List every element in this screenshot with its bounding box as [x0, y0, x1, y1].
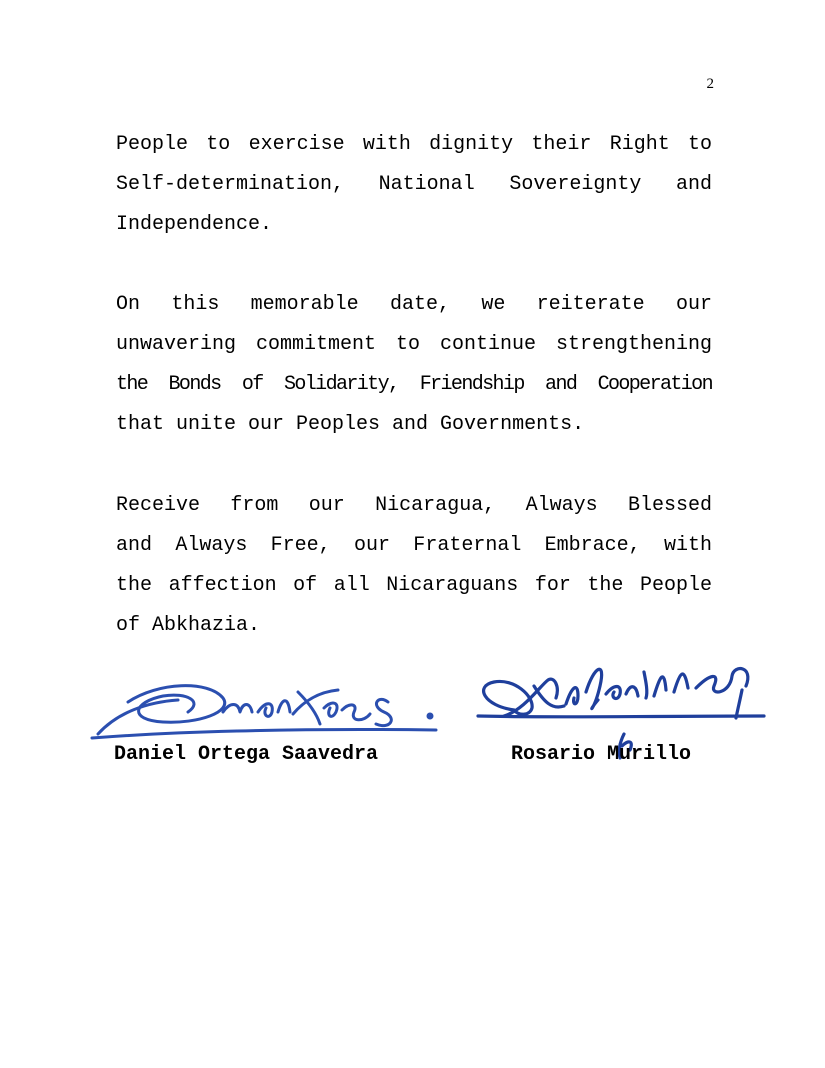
page-number: 2 [706, 76, 714, 92]
paragraph-line: Receive from our Nicaragua, Always Blessed [116, 494, 712, 517]
paragraph-3 [116, 486, 712, 646]
paragraph-line: On this memorable date, we reiterate our [116, 293, 712, 316]
paragraph-line: Self-determination, National Sovereignty and [116, 173, 712, 196]
paragraph-line: Independence. [116, 213, 273, 236]
paragraph-line: unwavering commitment to continue strengthening [116, 333, 712, 356]
signer-name-left: Daniel Ortega Saavedra [114, 743, 379, 766]
paragraph-2 [116, 285, 712, 445]
paragraph-line: and Always Free, our Fraternal Embrace, with [116, 534, 712, 557]
paragraph-1 [116, 125, 712, 245]
paragraph-line: of Abkhazia. [116, 614, 261, 637]
paragraph-line: People to exercise with dignity their Right to [116, 133, 712, 156]
paragraph-line: that unite our Peoples and Governments. [116, 413, 585, 436]
signer-name-right: Rosario Murillo [511, 743, 692, 766]
signature-daniel-ortega [88, 672, 438, 750]
paragraph-line: the affection of all Nicaraguans for the People [116, 574, 712, 597]
paragraph-line: the Bonds of Solidarity, Friendship and Cooperation [116, 373, 712, 396]
